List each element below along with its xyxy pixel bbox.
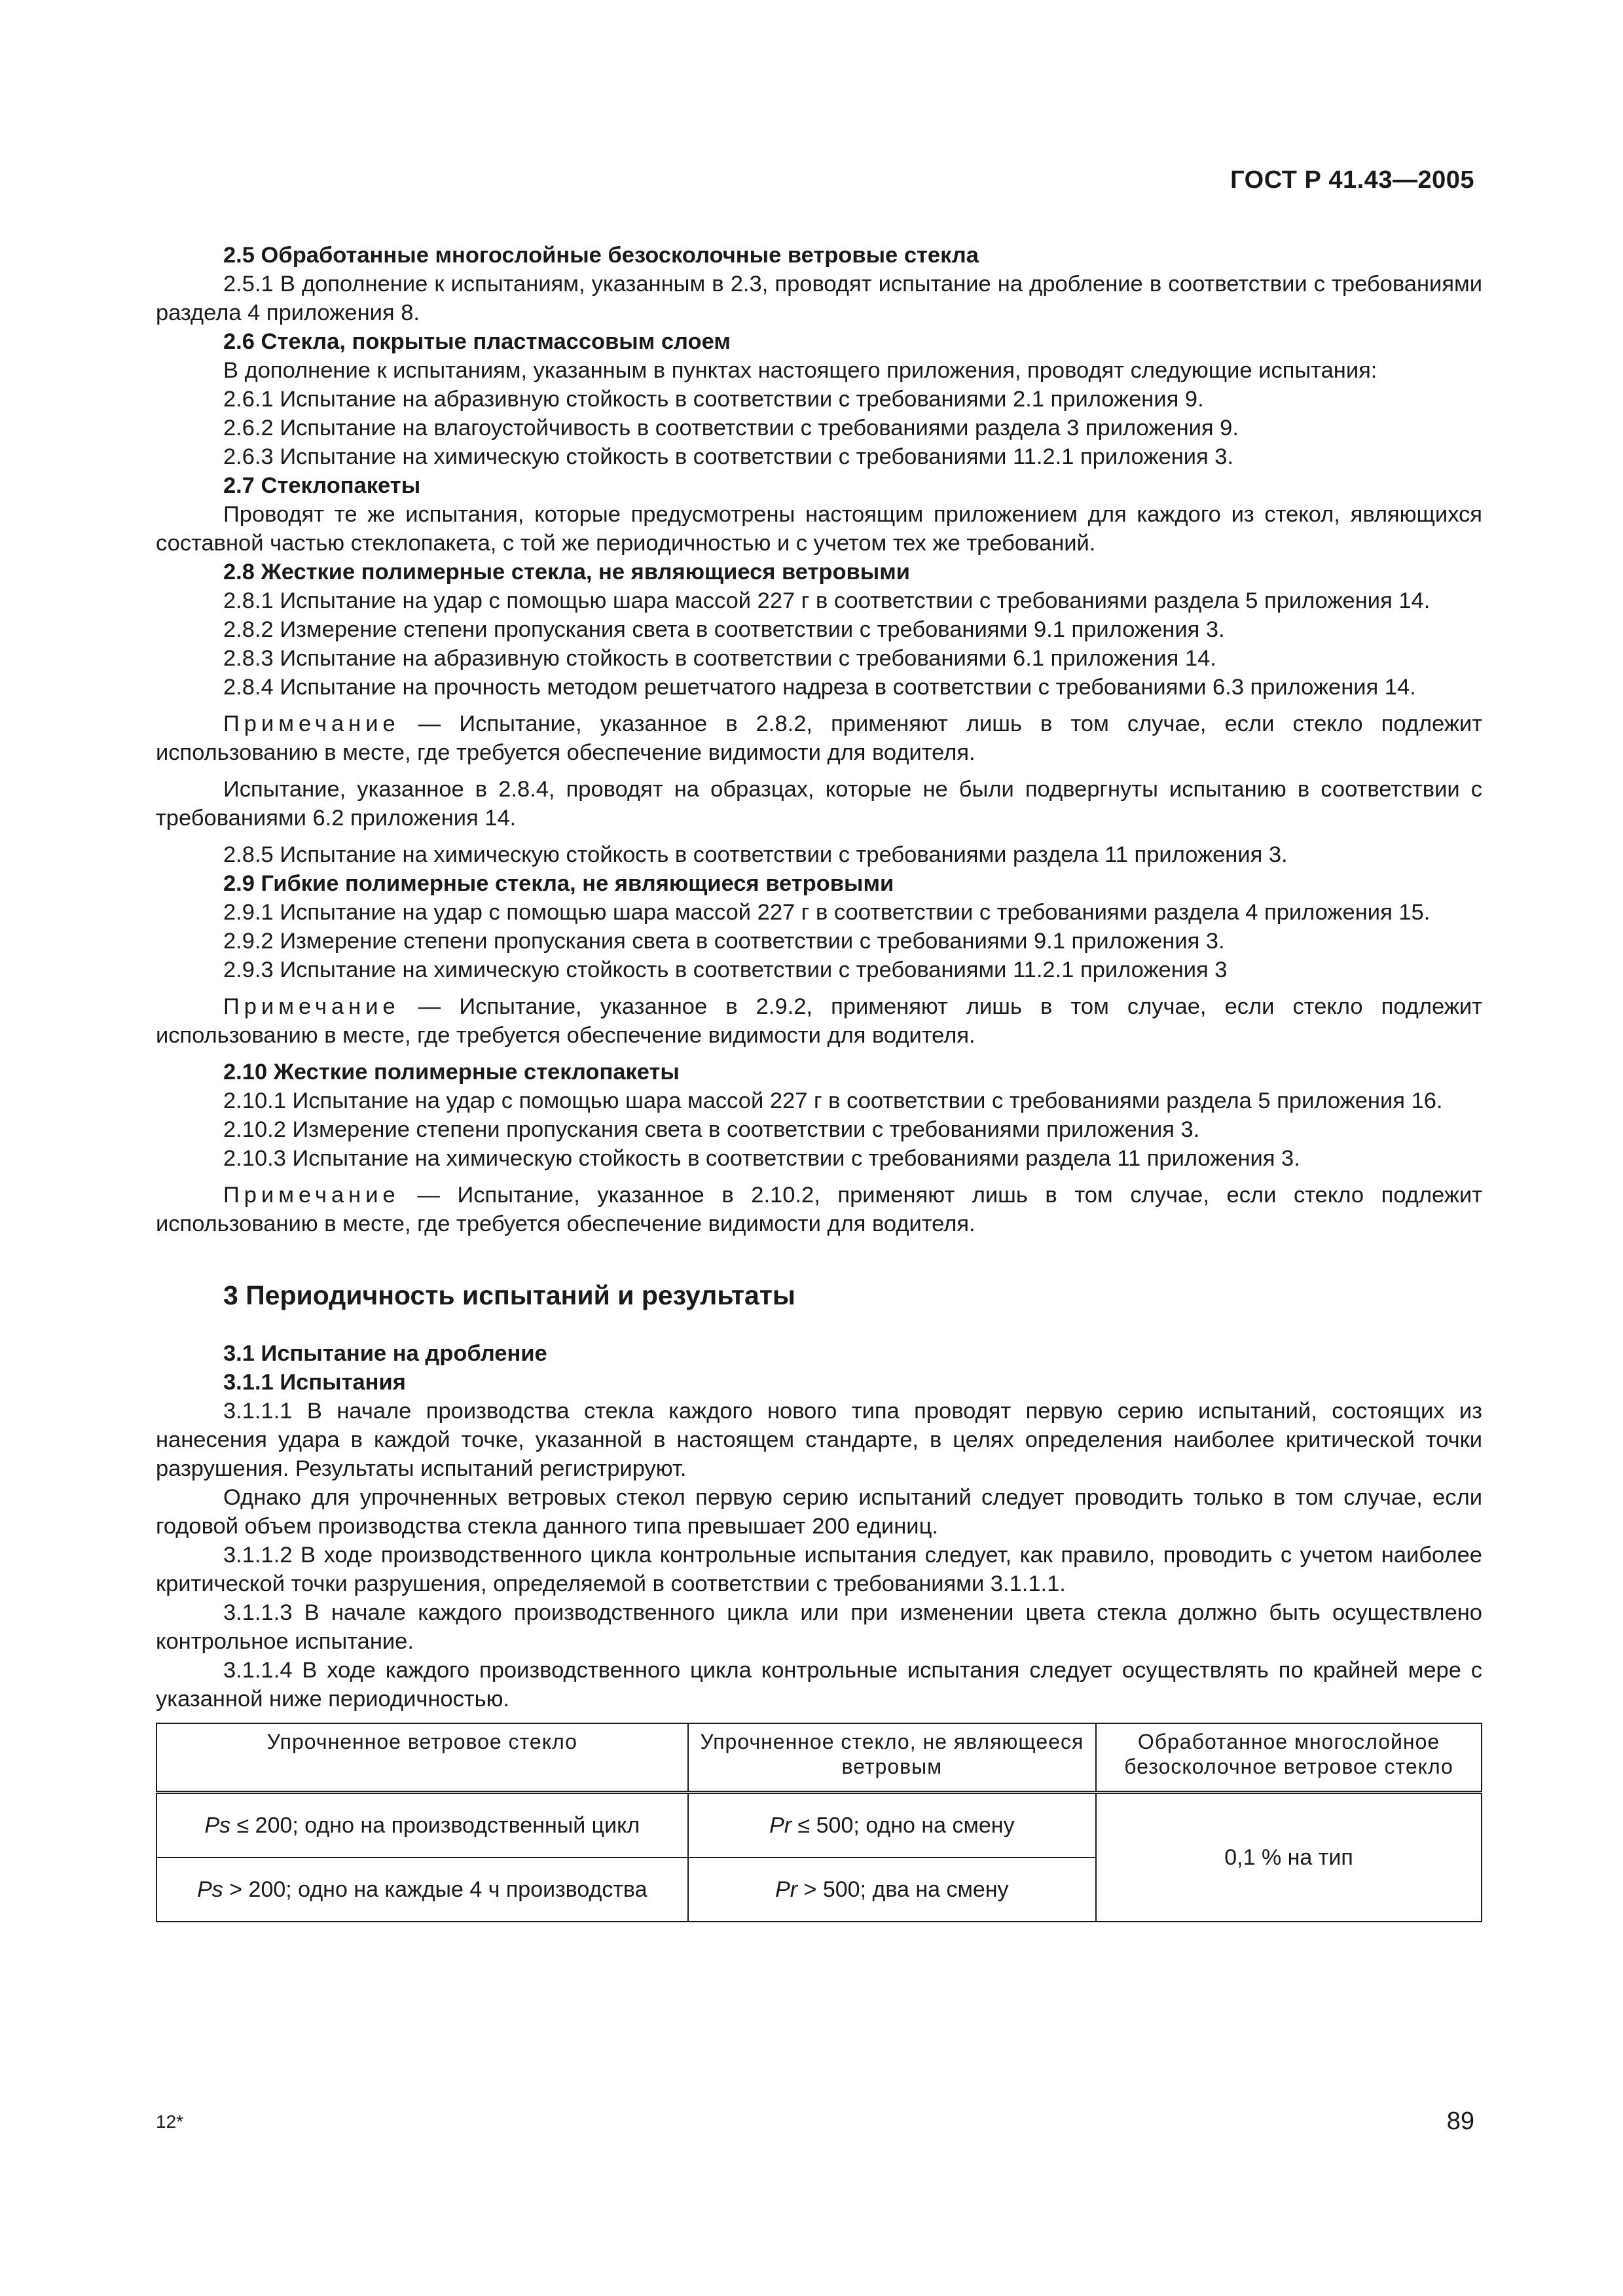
table-cell bbox=[688, 1857, 1096, 1922]
paragraph: 2.10.3 Испытание на химическую стойкость в соответствии с требованиями раздела 11 приложения 3. bbox=[223, 1146, 1300, 1171]
table-header-cell: Упрочненное стекло, не являющееся ветровым bbox=[688, 1723, 1096, 1793]
section-heading: 2.9 Гибкие полимерные стекла, не являющиеся ветровыми bbox=[223, 871, 894, 896]
paragraph: 2.8.4 Испытание на прочность методом решетчатого надреза в соответствии с требованиями 6.3 приложения 14. bbox=[223, 675, 1416, 700]
paragraph: Испытание, указанное в 2.8.4, проводят на образцах, которые не были подвергнуты испытанию в соответствии с требованиями 6.2 приложения 14. bbox=[156, 777, 1482, 831]
paragraph: 2.6.1 Испытание на абразивную стойкость в соответствии с требованиями 2.1 приложения 9. bbox=[223, 387, 1204, 412]
section-heading: 2.10 Жесткие полимерные стеклопакеты bbox=[223, 1060, 680, 1085]
section-heading: 3.1 Испытание на дробление bbox=[223, 1341, 547, 1366]
paragraph: В дополнение к испытаниям, указанным в пунктах настоящего приложения, проводят следующие испытания: bbox=[223, 358, 1377, 383]
sheet-mark: 12* bbox=[156, 2111, 184, 2132]
chapter-heading: 3 Периодичность испытаний и результаты bbox=[223, 1280, 795, 1310]
paragraph: 2.9.2 Измерение степени пропускания света в соответствии с требованиями 9.1 приложения 3. bbox=[223, 929, 1225, 954]
cell-text: > 500; два на смену bbox=[797, 1877, 1009, 1902]
paragraph: 2.5.1 В дополнение к испытаниям, указанным в 2.3, проводят испытание на дробление в соответствии с требованиями раздела 4 приложения 8. bbox=[156, 272, 1482, 325]
paragraph: 3.1.1.3 В начале каждого производственного цикла или при изменении цвета стекла должно быть осуществлено контрольное испытание. bbox=[156, 1600, 1482, 1654]
variable-symbol: Pr bbox=[769, 1813, 792, 1838]
table-cell bbox=[156, 1857, 688, 1922]
cell-text: ≤ 200; одно на производственный цикл bbox=[230, 1813, 640, 1838]
cell-text: ≤ 500; одно на смену bbox=[792, 1813, 1015, 1838]
paragraph: 2.8.2 Измерение степени пропускания света в соответствии с требованиями 9.1 приложения 3. bbox=[223, 617, 1225, 642]
paragraph: 2.10.2 Измерение степени пропускания света в соответствии с требованиями приложения 3. bbox=[223, 1117, 1200, 1142]
table-header-row bbox=[156, 1723, 1482, 1793]
table-row bbox=[156, 1793, 1482, 1858]
paragraph: Проводят те же испытания, которые предусмотрены настоящим приложением для каждого из стекол, являющихся составной частью стеклопакета, с той же периодичностью и с учетом тех же требований. bbox=[156, 502, 1482, 556]
variable-symbol: Ps bbox=[197, 1877, 223, 1902]
table-cell bbox=[156, 1793, 688, 1858]
note-label: Примечание bbox=[223, 1183, 400, 1208]
paragraph: 2.8.1 Испытание на удар с помощью шара массой 227 г в соответствии с требованиями раздела 5 приложения 14. bbox=[223, 588, 1431, 613]
paragraph: 3.1.1.4 В ходе каждого производственного цикла контрольные испытания следует осуществлять по крайней мере с указанной ниже периодичностью. bbox=[156, 1658, 1482, 1712]
document-code: ГОСТ Р 41.43—2005 bbox=[1230, 166, 1474, 194]
note-paragraph bbox=[156, 709, 1482, 767]
note-text: — Испытание, указанное в 2.8.2, применяют лишь в том случае, если стекло подлежит использованию в месте, где требуется обеспечение видимости для водителя. bbox=[156, 711, 1482, 765]
note-paragraph bbox=[156, 1181, 1482, 1238]
paragraph: 3.1.1.2 В ходе производственного цикла контрольные испытания следует, как правило, проводить с учетом наиболее критической точки разрушения, определяемой в соответствии с требованиями 3.1.1.1. bbox=[156, 1543, 1482, 1596]
note-text: — Испытание, указанное в 2.10.2, применяют лишь в том случае, если стекло подлежит использованию в месте, где требуется обеспечение видимости для водителя. bbox=[156, 1183, 1482, 1236]
paragraph: 2.9.1 Испытание на удар с помощью шара массой 227 г в соответствии с требованиями раздела 4 приложения 15. bbox=[223, 900, 1431, 925]
note-text: — Испытание, указанное в 2.9.2, применяют лишь в том случае, если стекло подлежит использованию в месте, где требуется обеспечение видимости для водителя. bbox=[156, 994, 1482, 1048]
section-heading: 2.5 Обработанные многослойные безосколочные ветровые стекла bbox=[223, 243, 979, 268]
cell-text: > 200; одно на каждые 4 ч производства bbox=[223, 1877, 647, 1902]
section-heading: 2.8 Жесткие полимерные стекла, не являющиеся ветровыми bbox=[223, 560, 910, 584]
variable-symbol: Ps bbox=[204, 1813, 231, 1838]
table-cell-merged: 0,1 % на тип bbox=[1096, 1793, 1482, 1922]
periodicity-table bbox=[156, 1723, 1482, 1922]
section-heading: 2.7 Стеклопакеты bbox=[223, 473, 421, 498]
paragraph: Однако для упрочненных ветровых стекол первую серию испытаний следует проводить только в том случае, если годовой объем производства стекла данного типа превышает 200 единиц. bbox=[156, 1485, 1482, 1539]
table-header-cell: Обработанное многослойное безосколочное ветровое стекло bbox=[1096, 1723, 1482, 1793]
table-cell bbox=[688, 1793, 1096, 1858]
paragraph: 2.8.3 Испытание на абразивную стойкость в соответствии с требованиями 6.1 приложения 14. bbox=[223, 646, 1216, 671]
page-number: 89 bbox=[1446, 2108, 1474, 2135]
note-label: Примечание bbox=[223, 711, 400, 736]
paragraph: 2.6.2 Испытание на влагоустойчивость в соответствии с требованиями раздела 3 приложения 9. bbox=[223, 416, 1239, 440]
paragraph: 2.9.3 Испытание на химическую стойкость в соответствии с требованиями 11.2.1 приложения 3 bbox=[223, 958, 1228, 982]
document-body bbox=[156, 241, 1482, 1922]
table-header-cell: Упрочненное ветровое стекло bbox=[156, 1723, 688, 1793]
subsection-heading: 3.1.1 Испытания bbox=[223, 1370, 406, 1395]
note-paragraph bbox=[156, 992, 1482, 1050]
paragraph: 2.10.1 Испытание на удар с помощью шара массой 227 г в соответствии с требованиями раздела 5 приложения 16. bbox=[223, 1088, 1443, 1113]
paragraph: 2.6.3 Испытание на химическую стойкость в соответствии с требованиями 11.2.1 приложения 3. bbox=[223, 444, 1234, 469]
paragraph: 3.1.1.1 В начале производства стекла каждого нового типа проводят первую серию испытаний, состоящих из нанесения удара в каждой точке, указанной в настоящем стандарте, в целях определения наиболее критической точки разрушения. Результаты испытаний регистрируют. bbox=[156, 1399, 1482, 1481]
paragraph: 2.8.5 Испытание на химическую стойкость в соответствии с требованиями раздела 11 приложения 3. bbox=[223, 842, 1288, 867]
note-label: Примечание bbox=[223, 994, 400, 1019]
variable-symbol: Pr bbox=[775, 1877, 798, 1902]
section-heading: 2.6 Стекла, покрытые пластмассовым слоем bbox=[223, 329, 731, 354]
